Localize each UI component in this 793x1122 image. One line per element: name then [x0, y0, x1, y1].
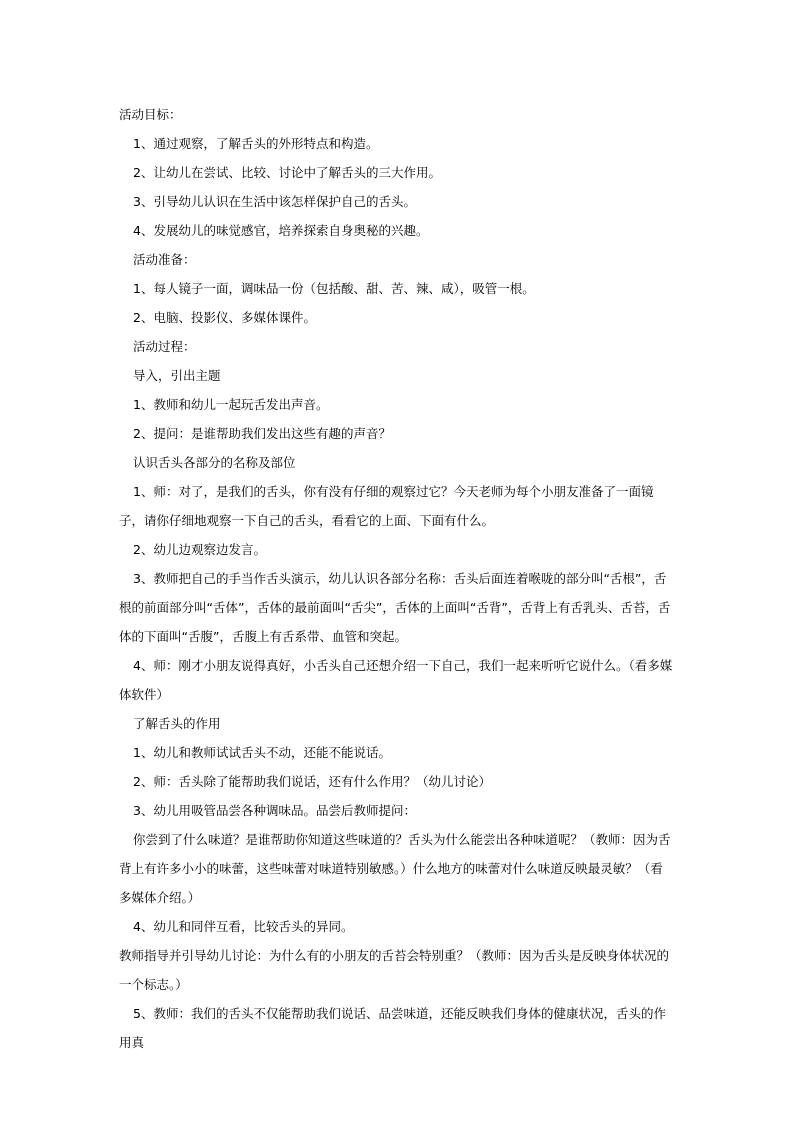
- paragraph-parts-1: 1、师：对了，是我们的舌头，你有没有仔细的观察过它？今天老师为每个小朋友准备了一面镜子，请你仔细地观察一下自己的舌头，看看它的上面、下面有什么。: [119, 484, 654, 528]
- paragraph-function-question: 你尝到了什么味道？是谁帮助你知道这些味道的？舌头为什么能尝出各种味道呢？（教师：因为舌背上有许多小小的味蕾，这些味蕾对味道特别敏感。）什么地方的味蕾对什么味道反映最灵敏？（看多媒体介绍。）: [119, 832, 671, 905]
- paragraph-function-2: 2、师：舌头除了能帮助我们说话，还有什么作用？（幼儿讨论）: [133, 774, 491, 789]
- document-body: [119, 100, 675, 1057]
- paragraph-parts-3: 3、教师把自己的手当作舌头演示，幼儿认识各部分名称：舌头后面连着喉咙的部分叫“舌根”，舌根的前面部分叫“舌体”，舌体的最前面叫“舌尖”，舌体的上面叫“舌背”，舌背上有舌乳头、舌苔，舌体的下面叫“舌腹”，舌腹上有舌系带、血管和突起。: [119, 571, 671, 644]
- paragraph-preparation-1: 1、每人镜子一面，调味品一份（包括酸、甜、苦、辣、咸），吸管一根。: [133, 281, 535, 296]
- paragraph-goal-1: 1、通过观察，了解舌头的外形特点和构造。: [133, 136, 379, 151]
- paragraph-goal-4: 4、发展幼儿的味觉感官，培养探索自身奥秘的兴趣。: [133, 223, 429, 238]
- paragraph-goal-2: 2、让幼儿在尝试、比较、讨论中了解舌头的三大作用。: [133, 165, 441, 180]
- paragraph-function-1: 1、幼儿和教师试试舌头不动，还能不能说话。: [133, 745, 391, 760]
- paragraph-heading-preparation: 活动准备：: [133, 252, 196, 267]
- paragraph-section-intro: 导入，引出主题: [133, 368, 221, 383]
- paragraph-intro-1: 1、教师和幼儿一起玩舌发出声音。: [133, 397, 329, 412]
- paragraph-parts-2: 2、幼儿边观察边发言。: [133, 542, 266, 557]
- paragraph-section-function: 了解舌头的作用: [133, 716, 221, 731]
- paragraph-heading-goals: 活动目标：: [119, 107, 182, 122]
- paragraph-goal-3: 3、引导幼儿认识在生活中该怎样保护自己的舌头。: [133, 194, 416, 209]
- paragraph-preparation-2: 2、电脑、投影仪、多媒体课件。: [133, 310, 316, 325]
- paragraph-intro-2: 2、提问：是谁帮助我们发出这些有趣的声音？: [133, 426, 391, 441]
- paragraph-section-parts: 认识舌头各部分的名称及部位: [133, 455, 296, 470]
- paragraph-function-5: 5、教师：我们的舌头不仅能帮助我们说话、品尝味道，还能反映我们身体的健康状况，舌头的作用真: [119, 1006, 666, 1050]
- paragraph-parts-4: 4、师：刚才小朋友说得真好，小舌头自己还想介绍一下自己，我们一起来听听它说什么。（看多媒体软件）: [119, 658, 673, 702]
- paragraph-function-3: 3、幼儿用吸管品尝各种调味品。品尝后教师提问：: [133, 803, 416, 818]
- paragraph-function-4: 4、幼儿和同伴互看，比较舌头的异同。: [133, 919, 354, 934]
- paragraph-heading-process: 活动过程：: [133, 339, 196, 354]
- paragraph-teacher-guidance: 教师指导并引导幼儿讨论：为什么有的小朋友的舌苔会特别重？（教师：因为舌头是反映身体状况的一个标志。）: [119, 948, 670, 992]
